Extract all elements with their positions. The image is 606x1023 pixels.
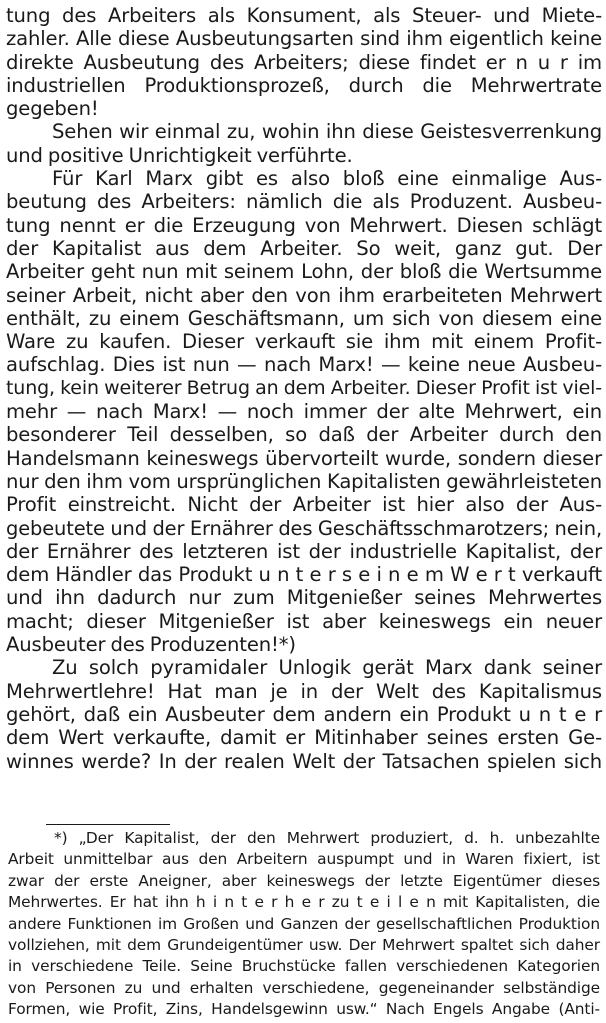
- text-line: enthält, zu einem Geschäftsmann, um sich von diesem eine: [6, 306, 602, 330]
- footnote-line: in verschiedene Teile. Seine Bruchstücke fallen verschiedenen Kategorien: [8, 957, 600, 976]
- text-line: winnes werde? In der realen Welt der Tatsachen spielen sich: [6, 749, 602, 773]
- text-line: tung nennt er die Erzeugung von Mehrwert. Diesen schlägt: [6, 213, 602, 237]
- footnote-line: von Personen zu und erhalten verschiedene, gegeneinander selbständige: [8, 978, 600, 997]
- text-line: gegeben!: [6, 97, 99, 121]
- footnote-line: andere Funktionen im Großen und Ganzen der gesellschaftlichen Produktion: [8, 914, 600, 933]
- text-line: gehört, daß ein Ausbeuter dem andern ein Produkt u n t e r: [6, 702, 602, 726]
- text-line: gebeutete und der Ernährer des Geschäftsschmarotzers; nein,: [6, 516, 602, 540]
- text-line: direkte Ausbeutung des Arbeiters; diese findet er n u r im: [6, 50, 602, 74]
- paragraph-start-line: Zu solch pyramidaler Unlogik gerät Marx dank seiner: [52, 656, 602, 680]
- text-line: dem Händler das Produkt u n t e r s e i n e m W e r t verkauft: [6, 563, 602, 587]
- text-line: aufschlag. Dies ist nun — nach Marx! — keine neue Ausbeu-: [6, 353, 602, 377]
- footnote-line: Arbeit unmittelbar aus den Arbeitern auspumpt und in Waren fixiert, ist: [8, 850, 600, 869]
- footnote: [8, 828, 600, 1021]
- footnote-line: zwar der erste Aneigner, aber keineswegs der letzte Eigentümer dieses: [8, 871, 600, 890]
- text-line: Profit einstreicht. Nicht der Arbeiter ist hier also der Aus-: [6, 493, 602, 517]
- footnote-line: Mehrwertes. Er hat ihn h i n t e r h e r zu t e i l e n mit Kapitalisten, die: [8, 893, 600, 912]
- footnote-line: vollziehen, mit dem Grundeigentümer usw. Der Mehrwert spaltet sich daher: [8, 935, 600, 954]
- text-line: der Ernährer des letzteren ist der industrielle Kapitalist, der: [6, 539, 602, 563]
- text-line: und positive Unrichtigkeit verführte.: [6, 143, 353, 167]
- paragraph-start-line: Für Karl Marx gibt es also bloß eine einmalige Aus-: [52, 167, 602, 191]
- text-line: Ware zu kaufen. Dieser verkauft sie ihm mit einem Profit-: [6, 330, 602, 354]
- text-line: beutung des Arbeiters: nämlich die als Produzent. Ausbeu-: [6, 190, 602, 214]
- text-line: industriellen Produktionsprozeß, durch die Mehrwertrate: [6, 73, 602, 97]
- text-line: der Kapitalist aus dem Arbeiter. So weit, ganz gut. Der: [6, 236, 602, 260]
- text-line: Handelsmann keineswegs übervorteilt wurde, sondern dieser: [6, 446, 602, 470]
- text-line: zahler. Alle diese Ausbeutungsarten sind ihm eigentlich keine: [6, 27, 602, 51]
- text-line: dem Wert verkaufte, damit er Mitinhaber seines ersten Ge-: [6, 726, 602, 750]
- footnote-line: *) „Der Kapitalist, der den Mehrwert produziert, d. h. unbezahlte: [54, 829, 600, 847]
- text-line: macht; dieser Mitgenießer ist aber keineswegs ein neuer: [6, 609, 602, 633]
- footnote-divider: [46, 824, 170, 825]
- text-line: besonderer Teil desselben, so daß der Arbeiter durch den: [6, 423, 602, 447]
- text-line: und ihn dadurch nur zum Mitgenießer seines Mehrwertes: [6, 586, 602, 610]
- text-line: mehr — nach Marx! — noch immer der alte Mehrwert, ein: [6, 400, 602, 424]
- text-line: tung, kein weiterer Betrug an dem Arbeiter. Dieser Profit ist viel-: [6, 376, 602, 399]
- footnote-line: Formen, wie Profit, Zins, Handelsgewinn usw.“ Nach Engels Angabe (Anti-: [8, 1000, 600, 1019]
- text-line: tung des Arbeiters als Konsument, als Steuer- und Miete-: [6, 4, 602, 27]
- text-line: nur den ihm vom ursprünglichen Kapitalisten gewährleisteten: [6, 469, 602, 493]
- text-line: seiner Arbeit, nicht aber den von ihm erarbeiteten Mehrwert: [6, 283, 602, 307]
- text-line: Arbeiter geht nun mit seinem Lohn, der bloß die Wertsumme: [6, 260, 602, 284]
- paragraph-start-line: Sehen wir einmal zu, wohin ihn diese Geistesverrenkung: [52, 120, 602, 144]
- body-text: [6, 4, 602, 773]
- text-line: Ausbeuter des Produzenten!*): [6, 633, 296, 657]
- text-line: Mehrwertlehre! Hat man je in der Welt des Kapitalismus: [6, 679, 602, 703]
